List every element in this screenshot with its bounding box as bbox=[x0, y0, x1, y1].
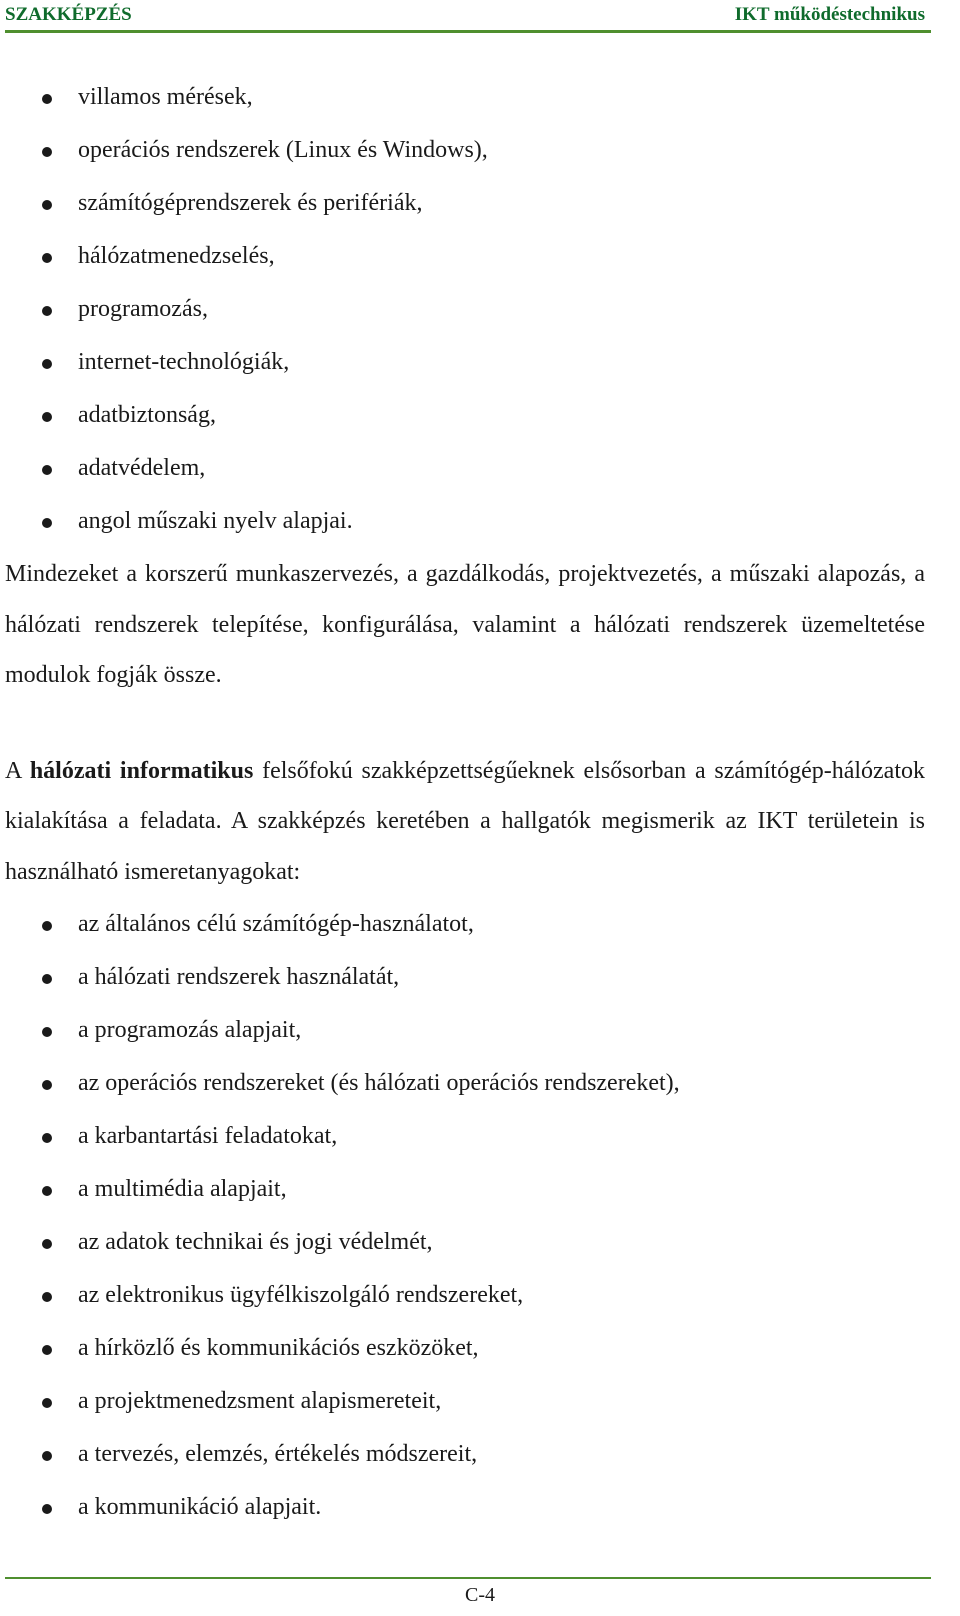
header-document-title: IKT működéstechnikus bbox=[734, 4, 925, 25]
list-item-text: adatvédelem, bbox=[78, 455, 206, 481]
paragraph-lead: A bbox=[5, 757, 22, 784]
list-item bbox=[5, 1111, 925, 1164]
bullet-icon bbox=[42, 306, 52, 316]
list-item bbox=[5, 231, 925, 284]
modules-paragraph: Mindezeket a korszerű munkaszervezés, a gazdálkodás, projektvezetés, a műszaki alapozás, a hálózati rendszerek telepítése, konfigurálása, valamint a hálózati rendszerek üzemeltetése modulok fogják össze. bbox=[5, 561, 925, 688]
bullet-icon bbox=[42, 1027, 52, 1037]
knowledge-list bbox=[5, 899, 925, 1535]
list-item-text: a karbantartási feladatokat, bbox=[78, 1123, 338, 1149]
list-item-text: hálózatmenedzselés, bbox=[78, 243, 275, 269]
list-item-text: az adatok technikai és jogi védelmét, bbox=[78, 1229, 433, 1255]
bullet-icon bbox=[42, 1398, 52, 1408]
list-item-text: az elektronikus ügyfélkiszolgáló rendszereket, bbox=[78, 1282, 524, 1308]
bullet-icon bbox=[42, 518, 52, 528]
list-item bbox=[5, 1429, 925, 1482]
list-item-text: operációs rendszerek (Linux és Windows), bbox=[78, 137, 488, 163]
header-rule bbox=[5, 30, 931, 33]
list-item bbox=[5, 337, 925, 390]
bullet-icon bbox=[42, 1080, 52, 1090]
bullet-icon bbox=[42, 94, 52, 104]
paragraph-body: felsőfokú szakképzettségűeknek elsősorban a számítógép-hálózatok kialakítása a feladata. A szakképzés keretében a hallgatók megismerik az IKT területein is használható ismeretanyagokat: bbox=[5, 757, 926, 885]
list-item bbox=[5, 390, 925, 443]
bullet-icon bbox=[42, 1292, 52, 1302]
list-item bbox=[5, 952, 925, 1005]
list-item-text: a projektmenedzsment alapismereteit, bbox=[78, 1388, 442, 1414]
bullet-icon bbox=[42, 359, 52, 369]
bullet-icon bbox=[42, 1239, 52, 1249]
list-item bbox=[5, 496, 925, 549]
list-item-text: programozás, bbox=[78, 296, 208, 322]
bullet-icon bbox=[42, 200, 52, 210]
subject-list bbox=[5, 72, 925, 549]
list-item-text: internet-technológiák, bbox=[78, 349, 290, 375]
list-item-text: a hálózati rendszerek használatát, bbox=[78, 964, 400, 990]
bullet-icon bbox=[42, 1133, 52, 1143]
bullet-icon bbox=[42, 465, 52, 475]
bullet-icon bbox=[42, 412, 52, 422]
list-item-text: villamos mérések, bbox=[78, 84, 253, 110]
list-item bbox=[5, 899, 925, 952]
bullet-icon bbox=[42, 147, 52, 157]
bullet-icon bbox=[42, 1345, 52, 1355]
list-item bbox=[5, 284, 925, 337]
list-item bbox=[5, 1058, 925, 1111]
list-item-text: a multimédia alapjait, bbox=[78, 1176, 287, 1202]
list-item-text: a programozás alapjait, bbox=[78, 1017, 302, 1043]
informatician-paragraph bbox=[5, 746, 925, 898]
page-content bbox=[5, 72, 925, 1535]
list-item-text: az operációs rendszereket (és hálózati operációs rendszereket), bbox=[78, 1070, 680, 1096]
list-item bbox=[5, 1164, 925, 1217]
bullet-icon bbox=[42, 253, 52, 263]
list-item bbox=[5, 1482, 925, 1535]
list-item bbox=[5, 1217, 925, 1270]
bullet-icon bbox=[42, 921, 52, 931]
list-item bbox=[5, 1270, 925, 1323]
bullet-icon bbox=[42, 1504, 52, 1514]
list-item bbox=[5, 1376, 925, 1429]
highlighted-term: hálózati informatikus bbox=[29, 757, 254, 784]
bullet-icon bbox=[42, 1186, 52, 1196]
list-item-text: a kommunikáció alapjait. bbox=[78, 1494, 322, 1520]
list-item-text: a tervezés, elemzés, értékelés módszereit, bbox=[78, 1441, 478, 1467]
list-item bbox=[5, 1005, 925, 1058]
list-item-text: az általános célú számítógép-használatot, bbox=[78, 911, 474, 937]
list-item bbox=[5, 443, 925, 496]
page-number: C-4 bbox=[465, 1584, 495, 1606]
list-item bbox=[5, 72, 925, 125]
list-item-text: adatbiztonság, bbox=[78, 402, 216, 428]
list-item-text: angol műszaki nyelv alapjai. bbox=[78, 508, 353, 534]
list-item bbox=[5, 125, 925, 178]
page-header bbox=[5, 0, 925, 31]
bullet-icon bbox=[42, 974, 52, 984]
bullet-icon bbox=[42, 1451, 52, 1461]
list-item bbox=[5, 1323, 925, 1376]
header-section-title: SZAKKÉPZÉS bbox=[5, 4, 132, 25]
list-item-text: a hírközlő és kommunikációs eszközöket, bbox=[78, 1335, 479, 1361]
list-item-text: számítógéprendszerek és perifériák, bbox=[78, 190, 423, 216]
list-item bbox=[5, 178, 925, 231]
footer-rule bbox=[5, 1577, 931, 1579]
